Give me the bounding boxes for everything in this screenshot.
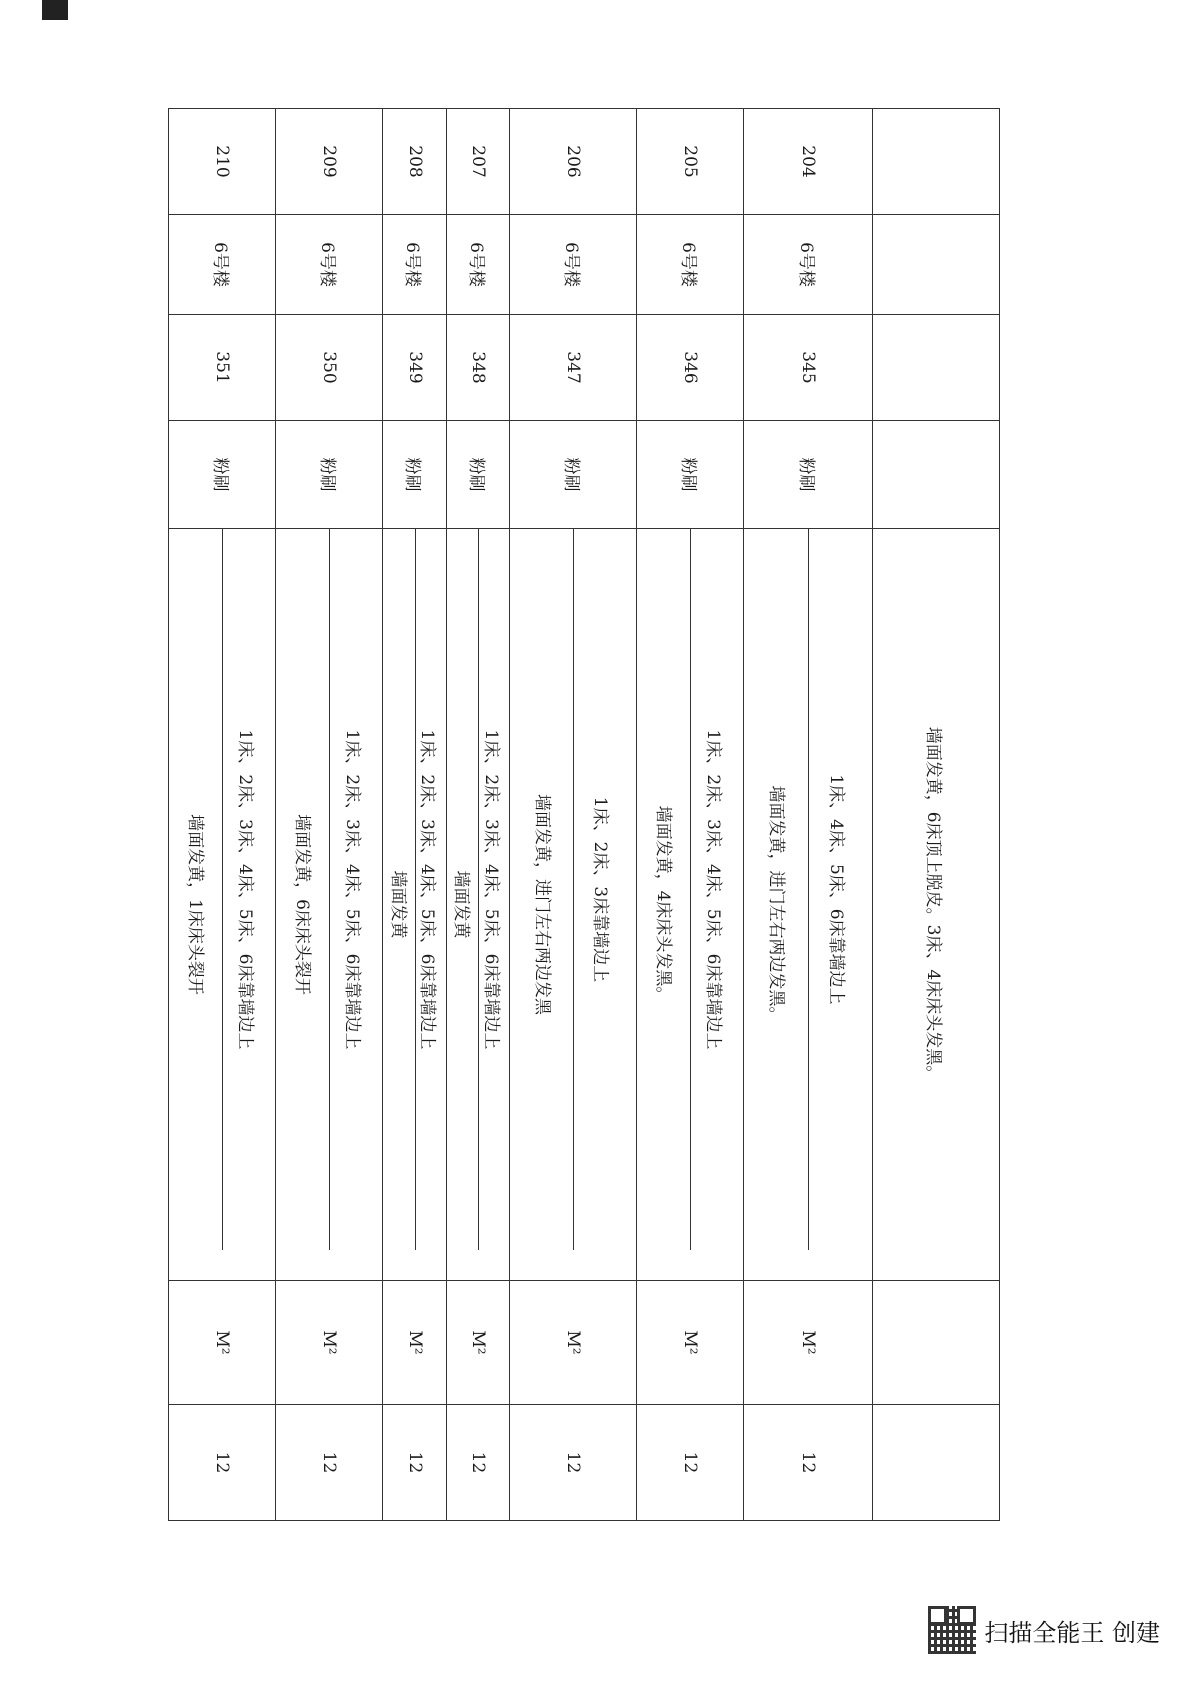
work-type-cell: 粉刷 bbox=[637, 421, 744, 529]
row-id-cell: 207 bbox=[446, 109, 510, 215]
description-line: 1床、2床、3床、4床、5床、6床靠墙边上 bbox=[690, 529, 739, 1250]
unit-cell: M² bbox=[169, 1281, 276, 1405]
watermark-text: 扫描全能王 创建 bbox=[984, 1618, 1160, 1647]
unit-cell: M² bbox=[383, 1281, 447, 1405]
table-row bbox=[276, 109, 383, 1521]
description-cell bbox=[872, 529, 999, 1281]
row-id-cell: 204 bbox=[744, 109, 873, 215]
unit-cell: M² bbox=[637, 1281, 744, 1405]
table-row bbox=[446, 109, 510, 1521]
building-cell bbox=[872, 215, 999, 315]
table-row bbox=[383, 109, 447, 1521]
building-cell: 6号楼 bbox=[383, 215, 447, 315]
building-cell: 6号楼 bbox=[446, 215, 510, 315]
table-row bbox=[744, 109, 873, 1521]
work-type-cell: 粉刷 bbox=[276, 421, 383, 529]
quantity-cell: 12 bbox=[446, 1405, 510, 1521]
building-cell: 6号楼 bbox=[637, 215, 744, 315]
unit-cell: M² bbox=[510, 1281, 637, 1405]
unit-cell: M² bbox=[276, 1281, 383, 1405]
description-cell bbox=[744, 529, 873, 1281]
description-line: 墙面发黄，进门左右两边发黑。 bbox=[766, 785, 787, 1024]
table-row bbox=[637, 109, 744, 1521]
work-type-cell: 粉刷 bbox=[446, 421, 510, 529]
work-type-cell: 粉刷 bbox=[169, 421, 276, 529]
rotated-page bbox=[168, 108, 1000, 1520]
unit-cell bbox=[872, 1281, 999, 1405]
building-cell: 6号楼 bbox=[276, 215, 383, 315]
room-cell: 346 bbox=[637, 315, 744, 421]
unit-cell: M² bbox=[446, 1281, 510, 1405]
quantity-cell: 12 bbox=[510, 1405, 637, 1521]
description-line: 墙面发黄，6床床头裂开 bbox=[292, 814, 313, 995]
room-cell: 347 bbox=[510, 315, 637, 421]
qr-code-icon bbox=[928, 1606, 976, 1654]
quantity-cell: 12 bbox=[276, 1405, 383, 1521]
building-cell: 6号楼 bbox=[169, 215, 276, 315]
work-type-cell: 粉刷 bbox=[510, 421, 637, 529]
description-line: 墙面发黄，进门左右两边发黑 bbox=[531, 794, 552, 1015]
unit-cell: M² bbox=[744, 1281, 873, 1405]
table-row bbox=[510, 109, 637, 1521]
scan-corner-mark bbox=[42, 0, 68, 20]
description-cell bbox=[446, 529, 510, 1281]
description-line: 墙面发黄，1床床头裂开 bbox=[185, 814, 206, 995]
building-cell: 6号楼 bbox=[510, 215, 637, 315]
description-cell bbox=[383, 529, 447, 1281]
work-type-cell: 粉刷 bbox=[383, 421, 447, 529]
description-line: 墙面发黄 bbox=[387, 870, 408, 939]
description-cell bbox=[169, 529, 276, 1281]
description-line: 墙面发黄，6床顶上脱皮。3床、4床床头发黑。 bbox=[923, 726, 944, 1083]
quantity-cell: 12 bbox=[383, 1405, 447, 1521]
row-id-cell: 209 bbox=[276, 109, 383, 215]
description-line: 墙面发黄 bbox=[451, 870, 472, 939]
building-cell: 6号楼 bbox=[744, 215, 873, 315]
room-cell: 349 bbox=[383, 315, 447, 421]
row-id-cell: 208 bbox=[383, 109, 447, 215]
quantity-cell: 12 bbox=[744, 1405, 873, 1521]
room-cell: 348 bbox=[446, 315, 510, 421]
row-id-cell: 205 bbox=[637, 109, 744, 215]
description-cell bbox=[276, 529, 383, 1281]
description-line: 墙面发黄，4床床头发黑。 bbox=[653, 805, 674, 1004]
quantity-cell: 12 bbox=[637, 1405, 744, 1521]
quantity-cell: 12 bbox=[169, 1405, 276, 1521]
description-line: 1床、2床、3床、4床、5床、6床靠墙边上 bbox=[478, 529, 507, 1250]
scanner-watermark bbox=[928, 1606, 1160, 1654]
description-cell bbox=[637, 529, 744, 1281]
work-type-cell bbox=[872, 421, 999, 529]
work-type-cell: 粉刷 bbox=[744, 421, 873, 529]
row-id-cell bbox=[872, 109, 999, 215]
description-line: 1床、2床、3床、4床、5床、6床靠墙边上 bbox=[329, 529, 378, 1250]
room-cell: 345 bbox=[744, 315, 873, 421]
row-id-cell: 210 bbox=[169, 109, 276, 215]
description-line: 1床、2床、3床靠墙边上 bbox=[573, 529, 631, 1250]
description-line: 1床、4床、5床、6床靠墙边上 bbox=[808, 529, 867, 1250]
description-cell bbox=[510, 529, 637, 1281]
description-line: 1床、2床、3床、4床、5床、6床靠墙边上 bbox=[222, 529, 271, 1250]
table-row bbox=[169, 109, 276, 1521]
room-cell bbox=[872, 315, 999, 421]
quantity-cell bbox=[872, 1405, 999, 1521]
description-line: 1床、2床、3床、4床、5床、6床靠墙边上 bbox=[415, 529, 444, 1250]
table-row bbox=[872, 109, 999, 1521]
repair-table bbox=[168, 108, 1000, 1521]
row-id-cell: 206 bbox=[510, 109, 637, 215]
room-cell: 350 bbox=[276, 315, 383, 421]
room-cell: 351 bbox=[169, 315, 276, 421]
